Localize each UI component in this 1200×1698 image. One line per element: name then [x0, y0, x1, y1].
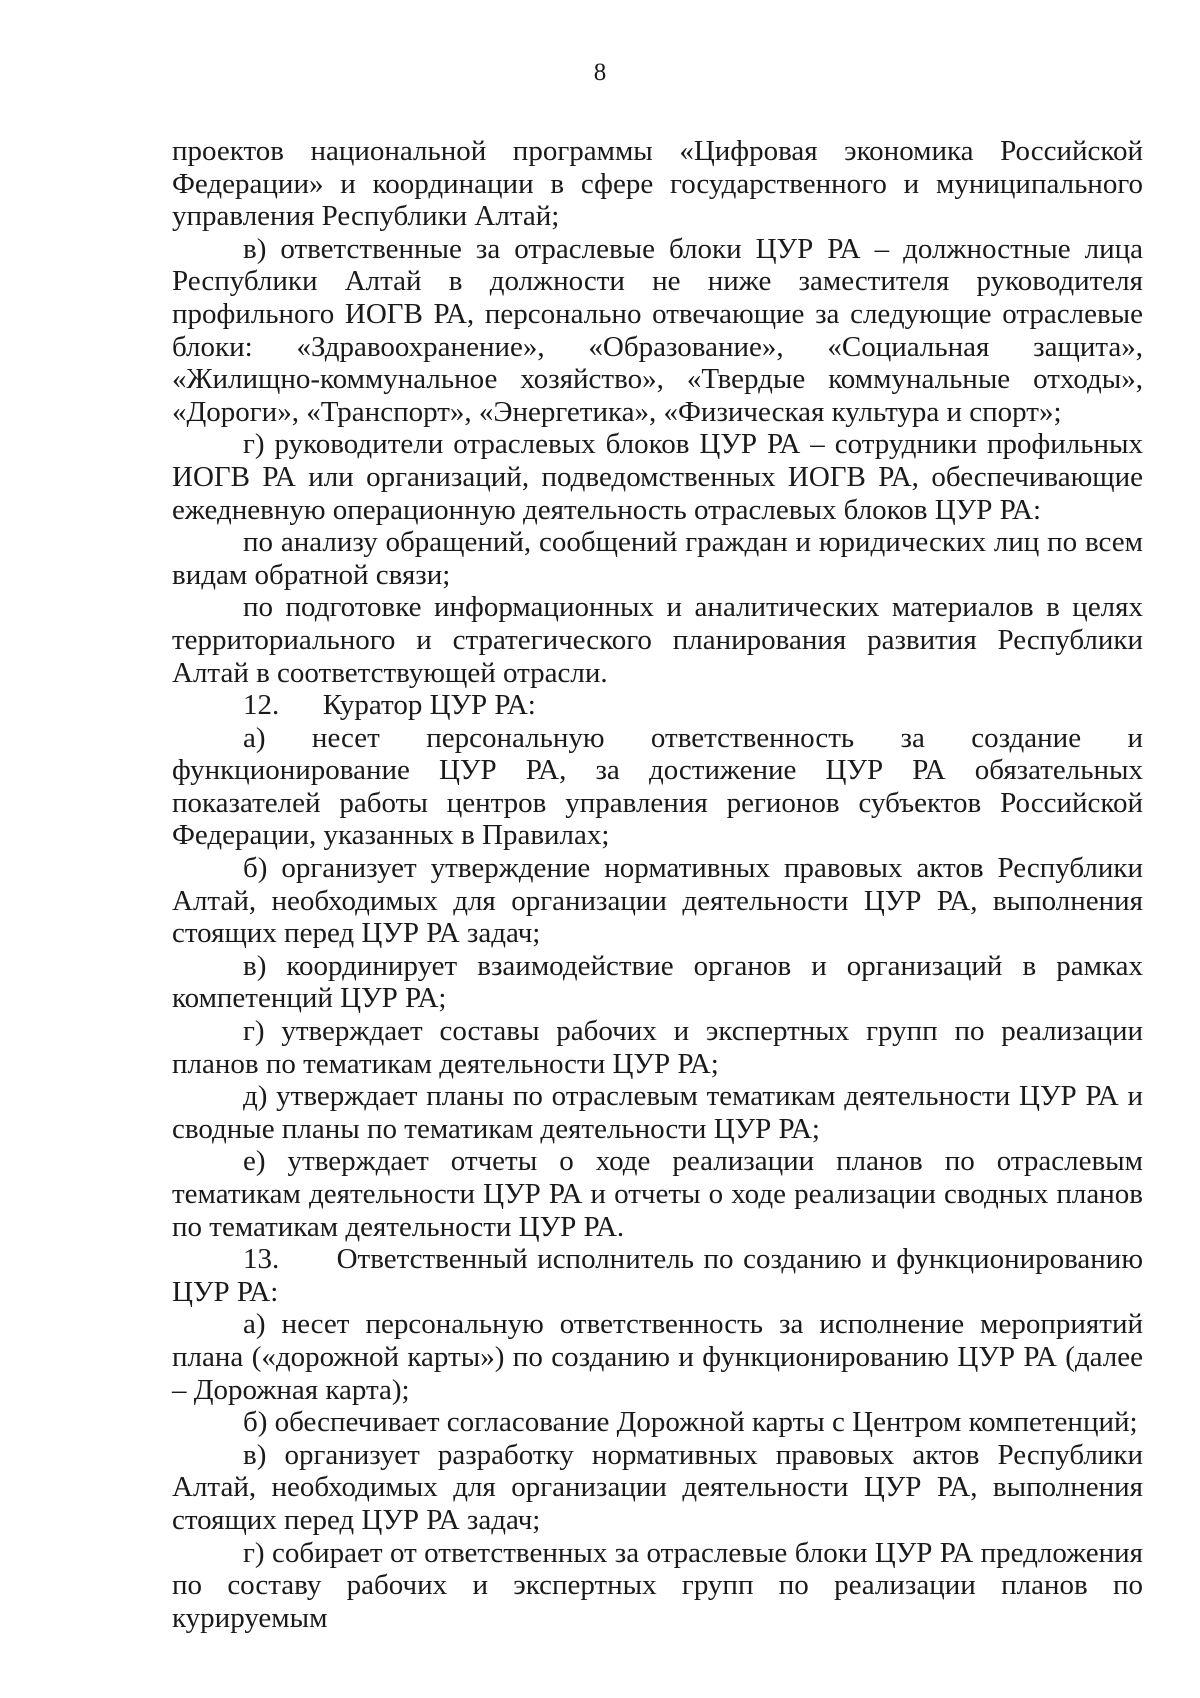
paragraph: в) ответственные за отраслевые блоки ЦУР РА – должностные лица Республики Алтай в должности не ниже заместителя руководителя профильного ИОГВ РА, персонально отвечающие за следующие отраслевые блоки: «Здравоохранение», «Образование», «Социальная защита», «Жилищно-коммунальное хозяйство», «Твердые коммунальные отходы», «Дороги», «Транспорт», «Энергетика», «Физическая культура и спорт»;: [172, 232, 1143, 428]
document-body: [172, 135, 1143, 1634]
paragraph: 12. Куратор ЦУР РА:: [243, 689, 536, 722]
paragraph: проектов национальной программы «Цифровая экономика Российской Федерации» и координации в сфере государственного и муниципального управления Республики Алтай;: [172, 135, 1143, 233]
paragraph: е) утверждает отчеты о ходе реализации планов по отраслевым тематикам деятельности ЦУР РА и отчеты о ходе реализации сводных планов по тематикам деятельности ЦУР РА.: [172, 1145, 1143, 1243]
paragraph: по анализу обращений, сообщений граждан и юридических лиц по всем видам обратной связи;: [172, 526, 1143, 591]
paragraph: б) обеспечивает согласование Дорожной карты с Центром компетенций;: [243, 1406, 1138, 1439]
paragraph: а) несет персональную ответственность за создание и функционирование ЦУР РА, за достижение ЦУР РА обязательных показателей работы центров управления регионов субъектов Российской Федерации, указанных в Правилах;: [172, 721, 1143, 852]
paragraph: а) несет персональную ответственность за исполнение мероприятий плана («дорожной карты») по созданию и функционированию ЦУР РА (далее – Дорожная карта);: [172, 1308, 1143, 1406]
paragraph: б) организует утверждение нормативных правовых актов Республики Алтай, необходимых для организации деятельности ЦУР РА, выполнения стоящих перед ЦУР РА задач;: [172, 852, 1143, 950]
paragraph: в) координирует взаимодействие органов и организаций в рамках компетенций ЦУР РА;: [172, 949, 1143, 1015]
paragraph: 13. Ответственный исполнитель по созданию и функционированию ЦУР РА:: [172, 1243, 1143, 1308]
paragraph: д) утверждает планы по отраслевым тематикам деятельности ЦУР РА и сводные планы по тематикам деятельности ЦУР РА;: [172, 1080, 1143, 1145]
paragraph: в) организует разработку нормативных правовых актов Республики Алтай, необходимых для организации деятельности ЦУР РА, выполнения стоящих перед ЦУР РА задач;: [172, 1438, 1143, 1536]
paragraph: г) утверждает составы рабочих и экспертных групп по реализации планов по тематикам деятельности ЦУР РА;: [172, 1015, 1143, 1080]
paragraph: г) руководители отраслевых блоков ЦУР РА – сотрудники профильных ИОГВ РА или организаций, подведомственных ИОГВ РА, обеспечивающие ежедневную операционную деятельность отраслевых блоков ЦУР РА:: [172, 428, 1143, 526]
page-number: 8: [593, 59, 607, 86]
paragraph: по подготовке информационных и аналитических материалов в целях территориального и стратегического планирования развития Республики Алтай в соответствующей отрасли.: [172, 591, 1143, 689]
paragraph: г) собирает от ответственных за отраслевые блоки ЦУР РА предложения по составу рабочих и экспертных групп по реализации планов по курируемым: [172, 1536, 1143, 1634]
